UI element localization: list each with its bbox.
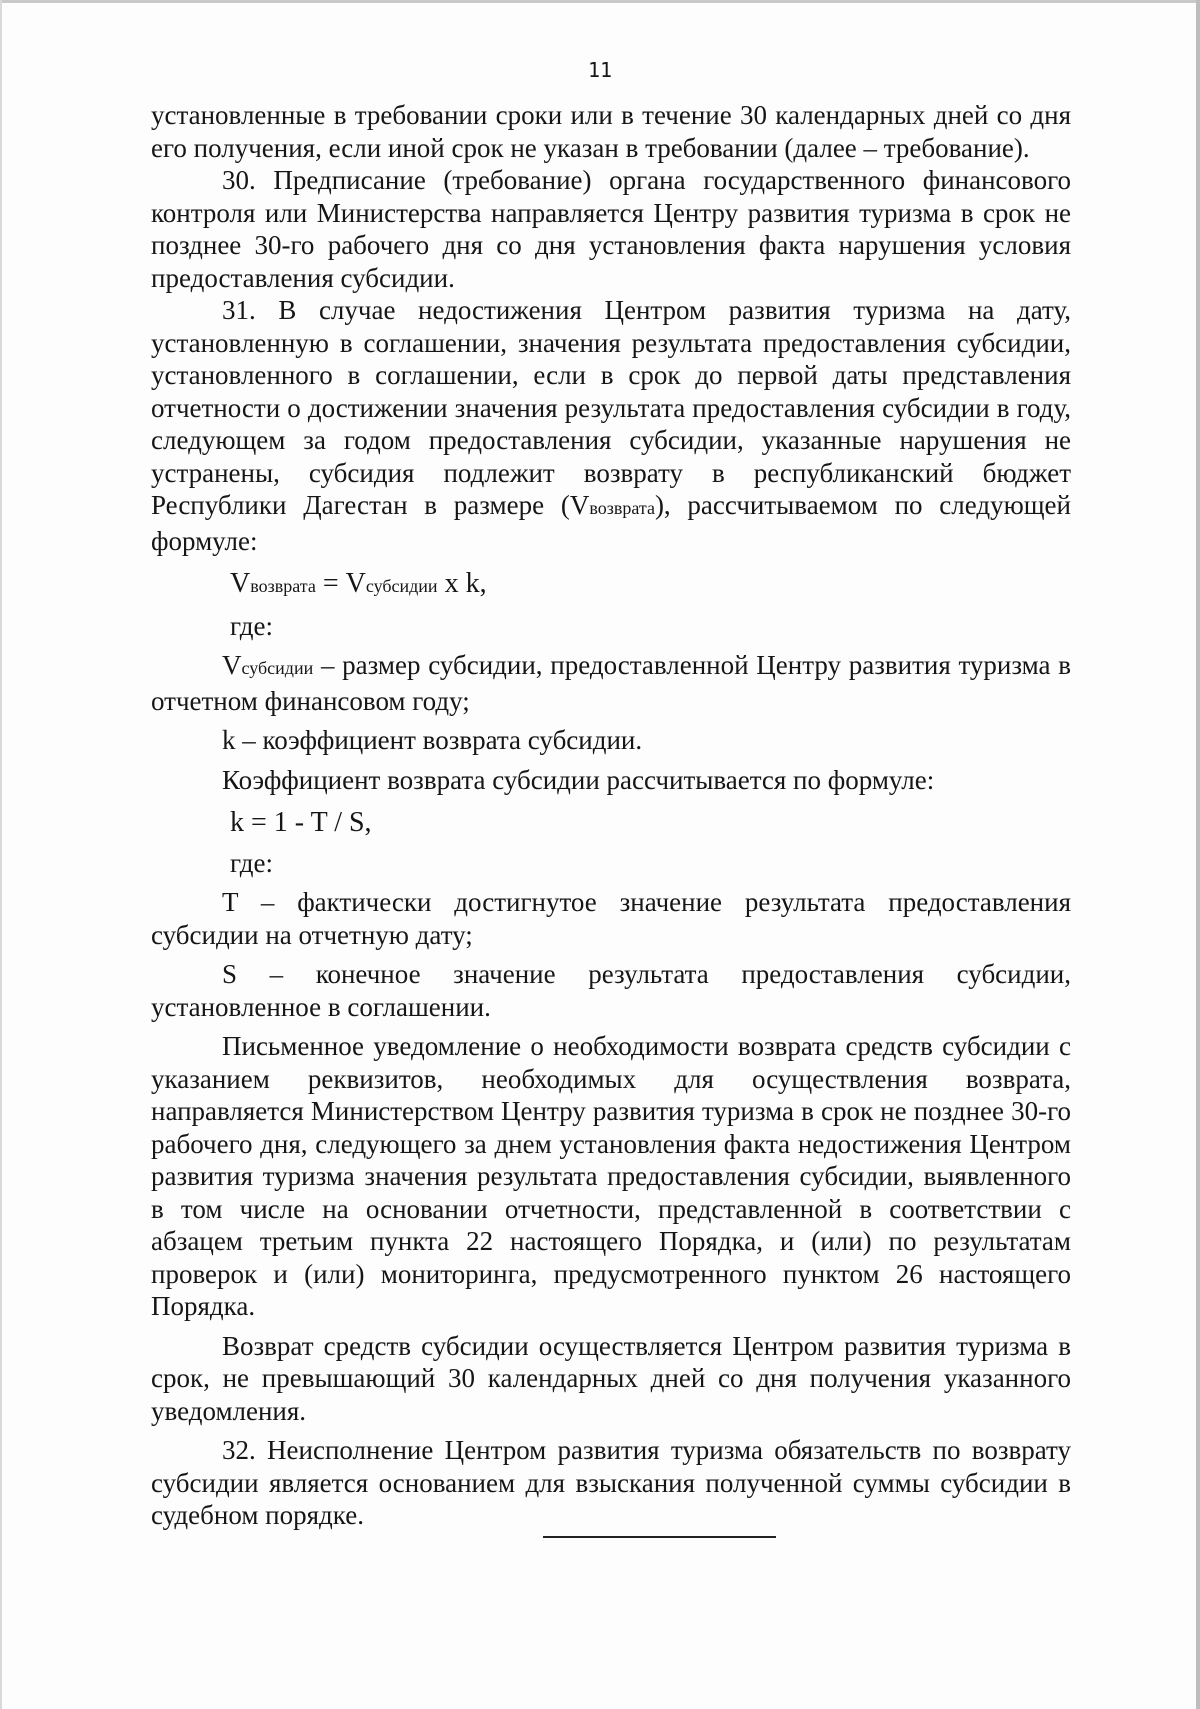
where-label-1: где: bbox=[230, 610, 273, 641]
end-of-document-rule bbox=[543, 1536, 776, 1538]
paragraph-31-subscript: возврата bbox=[589, 498, 655, 518]
definition-s: S – конечное значение результата предоставления субсидии, установленное в соглашении. bbox=[151, 959, 1071, 1022]
scan-edge-top bbox=[0, 0, 1200, 3]
paragraph-refund: Возврат средств субсидии осуществляется Центром развития туризма в срок, не превышающий 30 календарных дней со дня получения указанного уведомления. bbox=[151, 1330, 1071, 1426]
definition-k: k – коэффициент возврата субсидии. bbox=[222, 725, 643, 755]
paragraph-continuation: установленные в требовании сроки или в течение 30 календарных дней со дня его получения, если иной срок не указан в требовании (далее – требование). bbox=[151, 100, 1071, 163]
formula-rhs-tail: x k, bbox=[437, 568, 487, 599]
def-v-var: V bbox=[222, 650, 242, 680]
paragraph-31-text: 31. В случае недостижения Центром развития туризма на дату, установленную в соглашении, значения результата предоставления субсидии, установленного в соглашении, если в срок до первой даты представления отчетности о достижении значения результата предоставления субсидии в году, следующем за годом предоставления субсидии, указанные нарушения не устранены, субсидия подлежит возврату в республиканский бюджет Республики Дагестан в размере (V bbox=[151, 295, 1071, 520]
paragraph-notice: Письменное уведомление о необходимости возврата средств субсидии с указанием реквизитов, необходимых для осуществления возврата, направляется Министерством Центру развития туризма в срок не позднее 30-го рабочего дня, следующего за днем установления факта недостижения Центром развития туризма значения результата предоставления субсидии, выявленного в том числе на основании отчетности, представленной в соответствии с абзацем третьим пункта 22 настоящего Порядка, и (или) по результатам проверок и (или) мониторинга, предусмотренного пунктом 26 настоящего Порядка. bbox=[151, 1031, 1071, 1321]
page-number: 11 bbox=[587, 58, 613, 82]
paragraph-30: 30. Предписание (требование) органа государственного финансового контроля или Министерства направляется Центру развития туризма в срок не позднее 30-го рабочего дня со дня установления факта нарушения условия предоставления субсидии. bbox=[151, 165, 1071, 293]
formula-eq: = V bbox=[315, 568, 366, 599]
formula-lhs-sub: возврата bbox=[250, 576, 316, 596]
paragraph-31-tail: ), рассчитываемом по следующей формуле: bbox=[151, 490, 1071, 556]
document-body bbox=[151, 99, 1071, 1532]
scan-edge-left bbox=[0, 0, 2, 1709]
definition-v-subsidy bbox=[151, 649, 1071, 717]
where-label-2: где: bbox=[230, 847, 273, 878]
scan-edge-right bbox=[1196, 0, 1200, 1709]
definition-t: T – фактически достигнутое значение результата предоставления субсидии на отчетную дату; bbox=[151, 887, 1071, 950]
paragraph-32: 32. Неисполнение Центром развития туризма обязательств по возврату субсидии является основанием для взыскания полученной суммы субсидии в судебном порядке. bbox=[151, 1435, 1071, 1530]
def-v-sub: субсидии bbox=[241, 658, 314, 678]
formula-coefficient: k = 1 - T / S, bbox=[230, 807, 372, 838]
coefficient-intro: Коэффициент возврата субсидии рассчитывается по формуле: bbox=[222, 764, 935, 795]
formula-lhs-var: V bbox=[230, 568, 251, 599]
def-v-text: – размер субсидии, предоставленной Центру развития туризма в отчетном финансовом году; bbox=[151, 650, 1071, 716]
formula-rhs-sub: субсидии bbox=[365, 576, 438, 596]
paragraph-31 bbox=[151, 294, 1071, 557]
formula-refund bbox=[151, 568, 1071, 603]
